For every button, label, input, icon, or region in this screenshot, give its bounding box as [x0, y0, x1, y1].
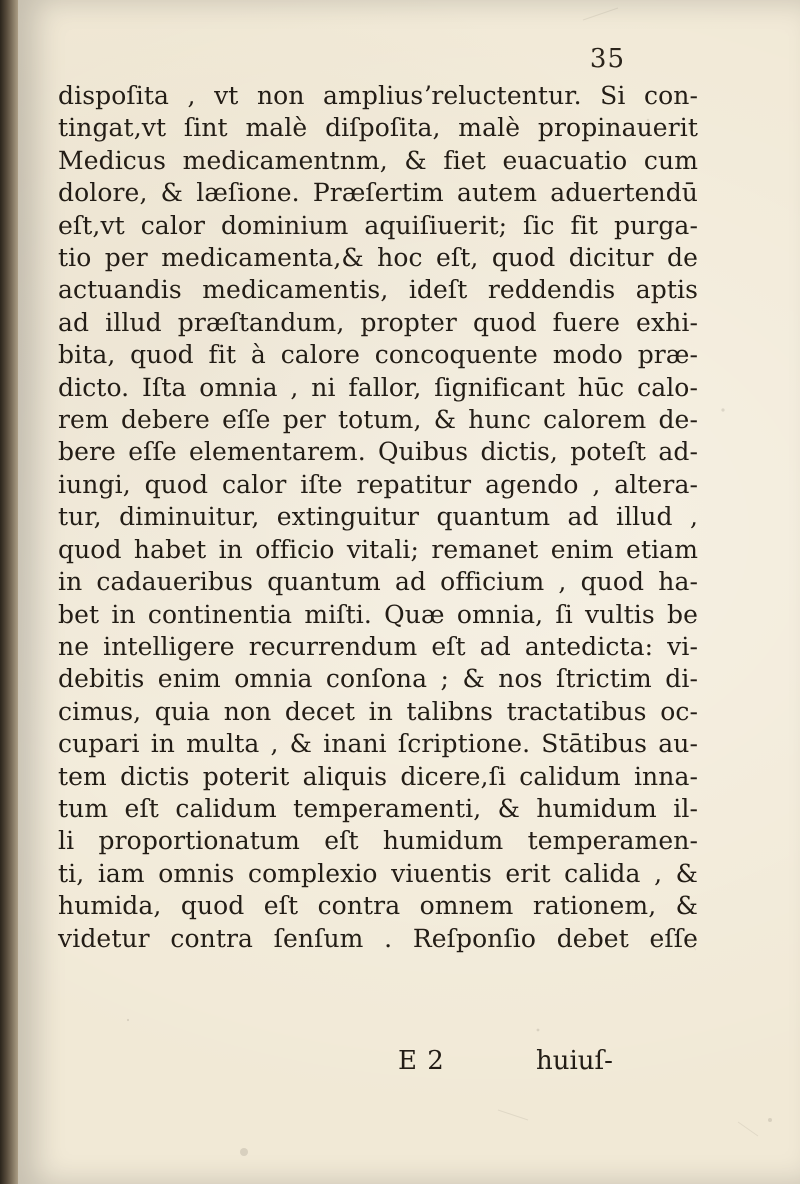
text-line: in cadaueribus quantum ad officium , quod ha-: [58, 567, 698, 597]
text-line: videtur contra ſenſum . Reſponſio debet eſſe: [58, 923, 698, 953]
text-line: debitis enim omnia conſona ; & nos ſtrictim di-: [58, 664, 698, 694]
text-line: quod habet in officio vitali; remanet enim etiam: [58, 534, 698, 564]
text-line: iungi, quod calor iſte repatitur agendo , altera-: [58, 469, 698, 499]
text-line: eſt,vt calor dominium aquiſiuerit; ſic fit purga-: [58, 210, 698, 240]
text-line: li proportionatum eſt humidum temperamen-: [58, 826, 698, 856]
text-line: tingat,vt ſint malè diſpoſita, malè propinauerit: [58, 113, 698, 143]
text-line: ne intelligere recurrendum eſt ad antedicta: vi-: [58, 631, 698, 661]
text-line: bet in continentia miſti. Quæ omnia, ſi vultis be: [58, 599, 698, 629]
text-line: actuandis medicamentis, ideſt reddendis aptis: [58, 275, 698, 305]
text-line: dicto. Iſta omnia , ni fallor, ſignificant hūc calo-: [58, 372, 698, 402]
book-page: [18, 0, 800, 1184]
text-line: tum eſt calidum temperamenti, & humidum il-: [58, 793, 698, 823]
signature-mark: E 2: [398, 1046, 445, 1076]
body-text: [58, 80, 698, 955]
catchword: huiuſ-: [536, 1046, 613, 1076]
text-line: dispoſita , vt non ampliusʼreluctentur. Si con-: [58, 81, 698, 110]
text-line: bita, quod fit à calore concoquente modo præ-: [58, 340, 698, 370]
text-line: cimus, quia non decet in talibns tractatibus oc-: [58, 696, 698, 726]
text-line: rem debere eſſe per totum, & hunc calorem de-: [58, 405, 698, 435]
text-line: ti, iam omnis complexio viuentis erit calida , &: [58, 858, 698, 888]
text-line: tio per medicamenta,& hoc eſt, quod dicitur de: [58, 243, 698, 273]
text-line: tur, diminuitur, extinguitur quantum ad illud ,: [58, 502, 698, 532]
text-line: humida, quod eſt contra omnem rationem, &: [58, 891, 698, 921]
text-line: Medicus medicamentnm, & fiet euacuatio cum: [58, 145, 698, 175]
text-line: tem dictis poterit aliquis dicere,ſi calidum inna-: [58, 761, 698, 791]
page-number: 35: [589, 44, 625, 74]
text-line: ad illud præſtandum, propter quod fuere exhi-: [58, 307, 698, 337]
text-line: dolore, & læſione. Præſertim autem aduertendū: [58, 178, 698, 208]
text-line: bere eſſe elementarem. Quibus dictis, poteſt ad-: [58, 437, 698, 467]
text-line: cupari in multa , & inani ſcriptione. Stātibus au-: [58, 729, 698, 759]
